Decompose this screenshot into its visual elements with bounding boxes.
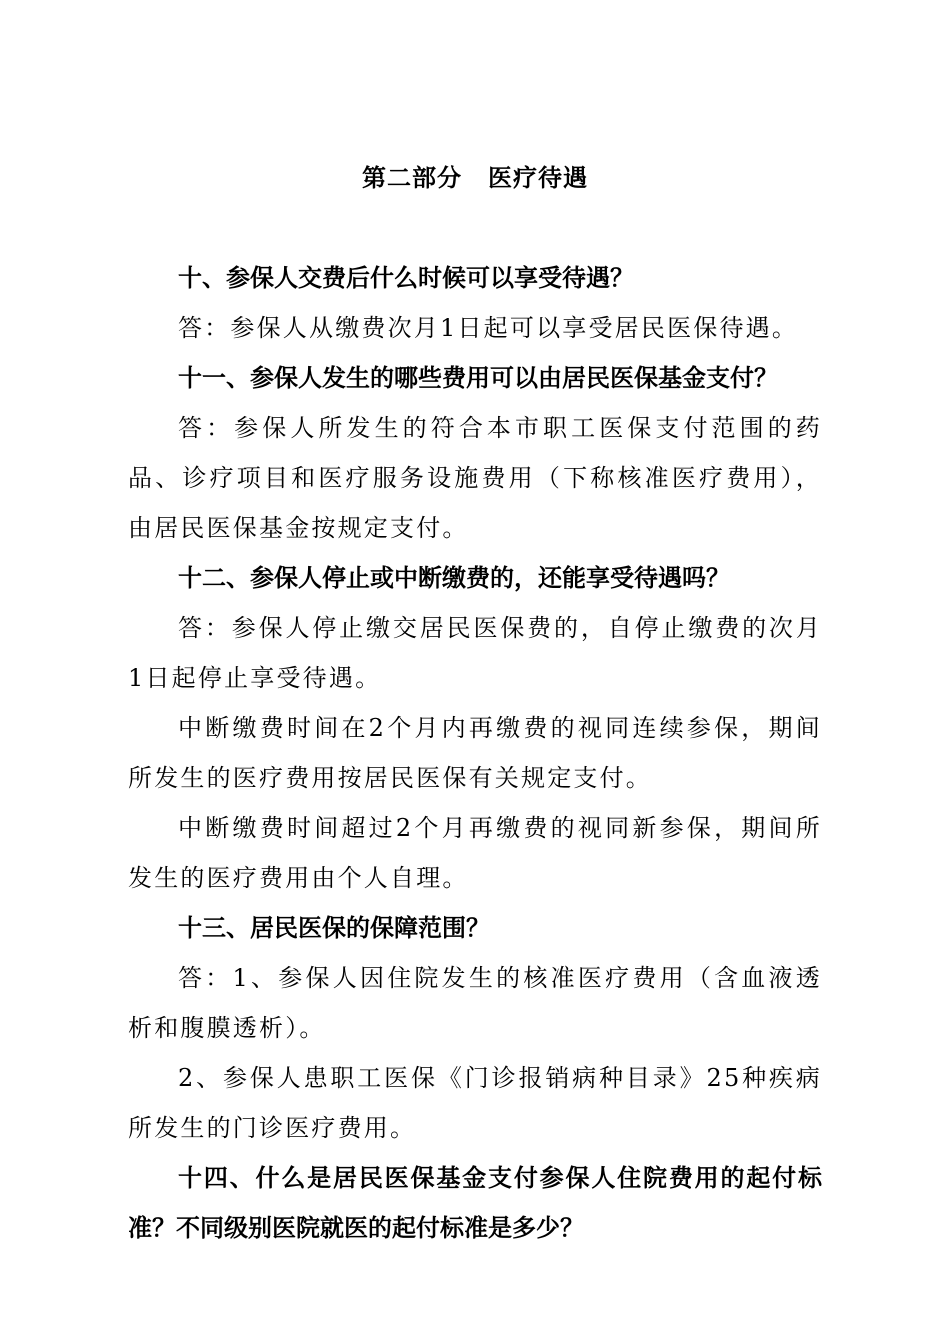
question-14: 十四、什么是居民医保基金支付参保人住院费用的起付标准？不同级别医院就医的起付标准是多少？ <box>128 1164 822 1242</box>
answer-12: 答：参保人停止缴交居民医保费的，自停止缴费的次月1日起停止享受待遇。 <box>128 614 822 692</box>
answer-12-new: 中断缴费时间超过2个月再缴费的视同新参保，期间所发生的医疗费用由个人自理。 <box>128 814 822 892</box>
question-13: 十三、居民医保的保障范围？ <box>178 914 490 942</box>
answer-11: 答：参保人所发生的符合本市职工医保支付范围的药品、诊疗项目和医疗服务设施费用（下称核准医疗费用），由居民医保基金按规定支付。 <box>128 414 822 542</box>
question-11: 十一、参保人发生的哪些费用可以由居民医保基金支付？ <box>178 364 778 392</box>
question-12: 十二、参保人停止或中断缴费的，还能享受待遇吗？ <box>178 564 730 592</box>
answer-13-item-1: 答：1、参保人因住院发生的核准医疗费用（含血液透析和腹膜透析）。 <box>128 964 822 1042</box>
section-title-name: 医疗待遇 <box>488 164 588 192</box>
question-10: 十、参保人交费后什么时候可以享受待遇？ <box>178 264 634 292</box>
answer-12-continuous: 中断缴费时间在2个月内再缴费的视同连续参保，期间所发生的医疗费用按居民医保有关规定支付。 <box>128 714 822 792</box>
body-text <box>128 253 822 1253</box>
section-title <box>0 158 950 193</box>
answer-13-item-2: 2、参保人患职工医保《门诊报销病种目录》25种疾病所发生的门诊医疗费用。 <box>128 1064 822 1142</box>
section-title-part: 第二部分 <box>362 164 462 192</box>
answer-10: 答：参保人从缴费次月1日起可以享受居民医保待遇。 <box>178 314 799 342</box>
